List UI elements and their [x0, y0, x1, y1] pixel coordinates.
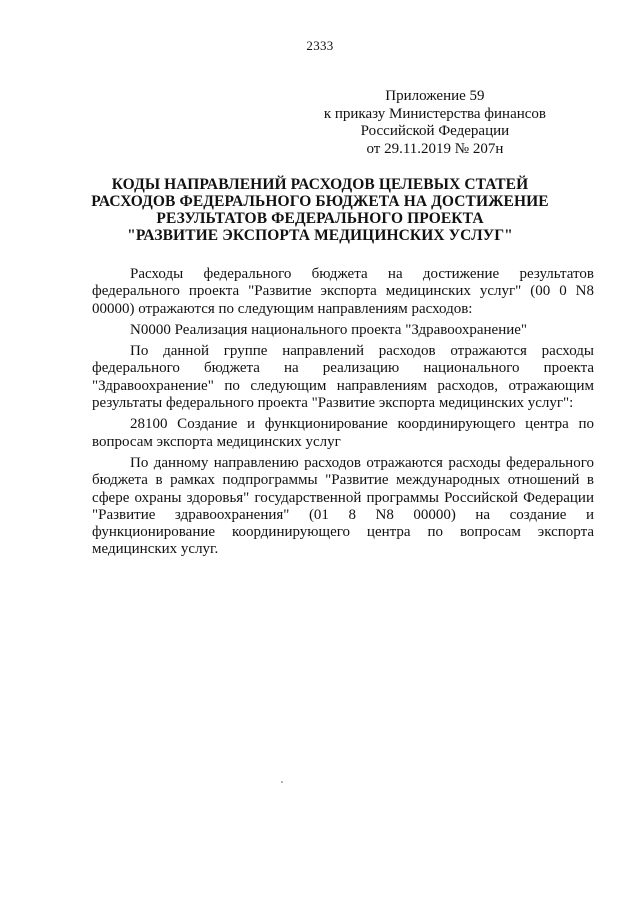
appendix-line: к приказу Министерства финансов: [323, 105, 546, 122]
scan-speck: [281, 781, 283, 783]
title-line: "РАЗВИТИЕ ЭКСПОРТА МЕДИЦИНСКИХ УСЛУГ": [127, 227, 513, 244]
document-title: [60, 176, 580, 244]
appendix-line: Российской Федерации: [360, 123, 510, 139]
body-paragraph: По данному направлению расходов отражаются расходы федерального бюджета в рамках подпрограммы "Развитие международных отношений в сфере охраны здоровья" государственной программы Российской Федерации "Развитие здравоохранения" (01 8 N8 00000) на создание и функционирование координирующего центра по вопросам экспорта медицинских услуг.: [92, 454, 594, 558]
page-number: 2333: [306, 38, 334, 53]
appendix-header: [324, 88, 546, 158]
body-paragraph: Расходы федерального бюджета на достижение результатов федерального проекта "Развитие экспорта медицинских услуг" (00 0 N8 00000) отражаются по следующим направлениям расходов:: [92, 266, 594, 317]
title-line: РЕЗУЛЬТАТОВ ФЕДЕРАЛЬНОГО ПРОЕКТА: [156, 210, 484, 227]
appendix-line: от 29.11.2019 № 207н: [366, 140, 504, 157]
document-body: [92, 266, 594, 563]
title-line: РАСХОДОВ ФЕДЕРАЛЬНОГО БЮДЖЕТА НА ДОСТИЖЕНИЕ: [91, 193, 549, 210]
appendix-line: Приложение 59: [385, 88, 485, 104]
title-line: КОДЫ НАПРАВЛЕНИЙ РАСХОДОВ ЦЕЛЕВЫХ СТАТЕЙ: [111, 176, 529, 193]
body-paragraph: 28100 Создание и функционирование координирующего центра по вопросам экспорта медицинских услуг: [92, 416, 594, 450]
body-paragraph: По данной группе направлений расходов отражаются расходы федерального бюджета на реализацию национального проекта "Здравоохранение" по следующим направлениям расходов, отражающим результаты федерального проекта "Развитие экспорта медицинских услуг":: [92, 343, 594, 412]
body-paragraph: N0000 Реализация национального проекта "Здравоохранение": [130, 321, 528, 338]
